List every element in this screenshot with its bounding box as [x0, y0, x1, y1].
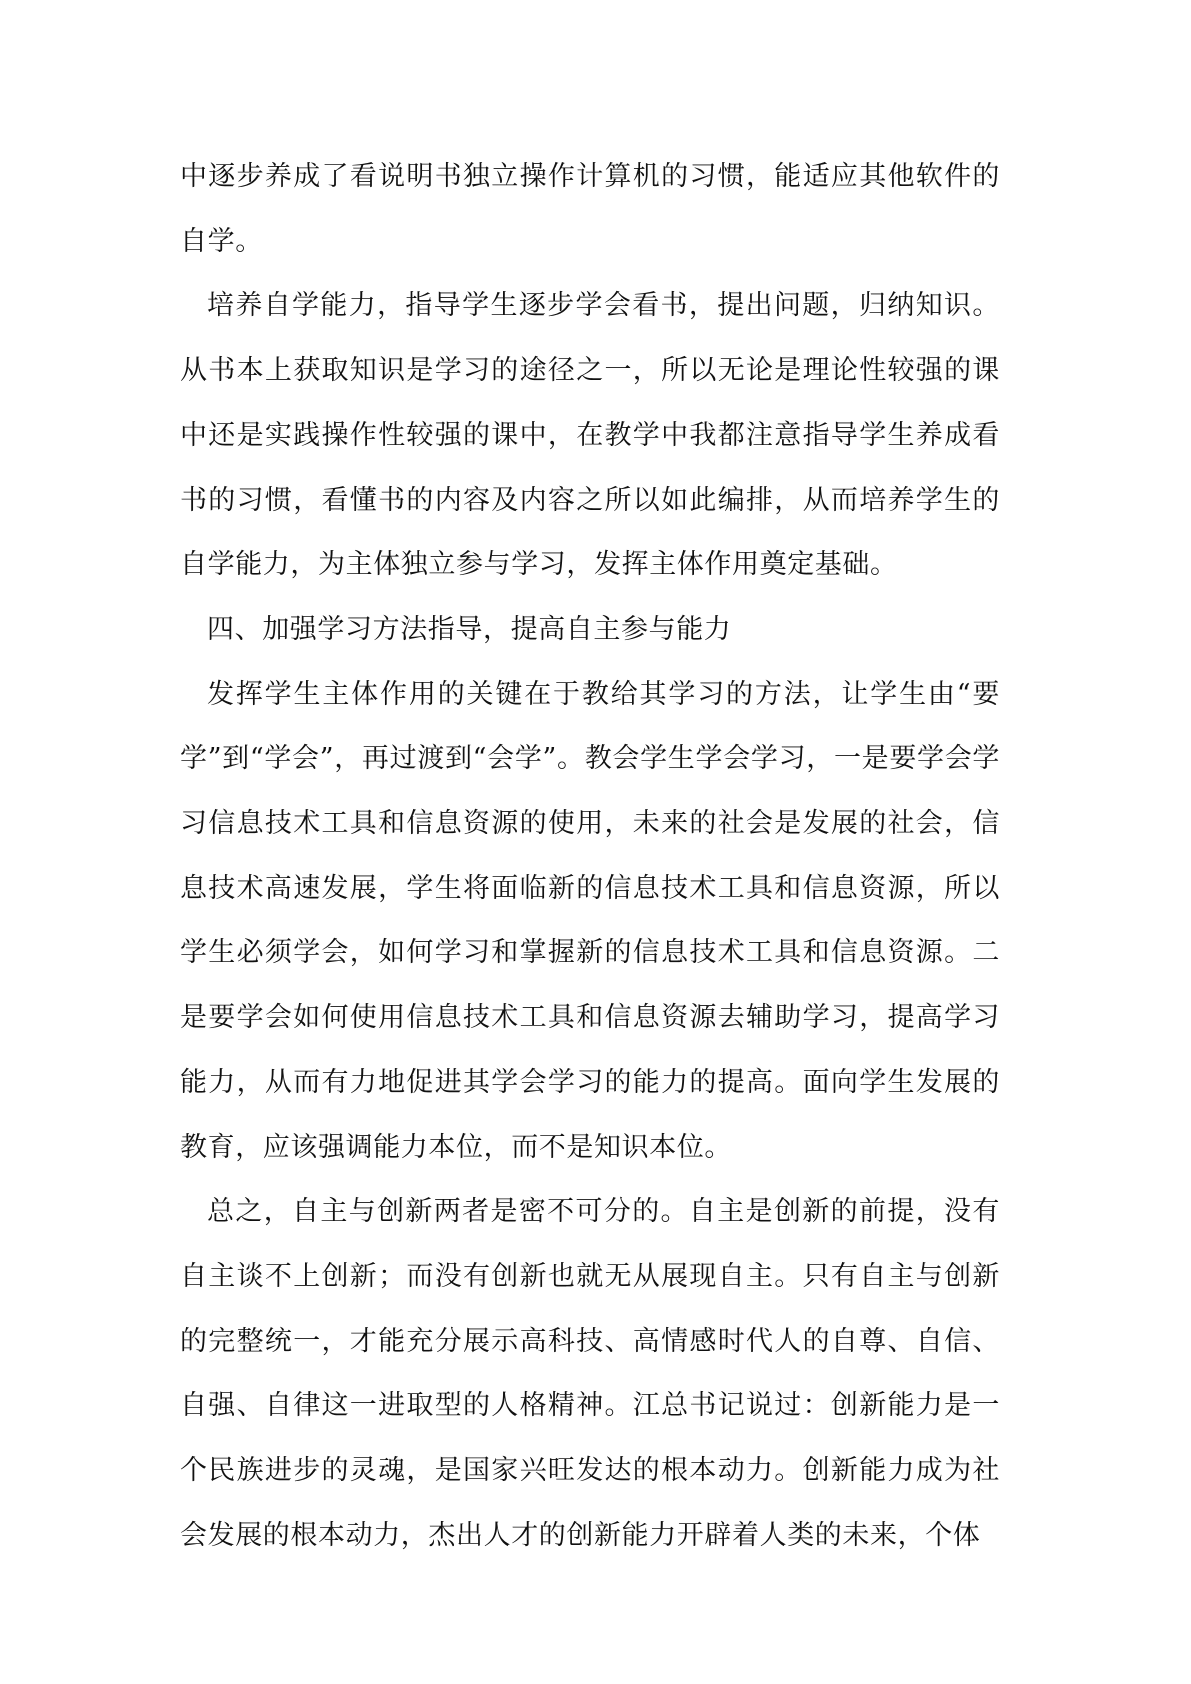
paragraph-learning-methods: 发挥学生主体作用的关键在于教给其学习的方法，让学生由“要学”到“学会”，再过渡到“会学”。教会学生学会学习，一是要学会学习信息技术工具和信息资源的使用，未来的社会是发展的社会，信息技术高速发展，学生将面临新的信息技术工具和信息资源，所以学生必须学会，如何学习和掌握新的信息技术工具和信息资源。二是要学会如何使用信息技术工具和信息资源去辅助学习，提高学习能力，从而有力地促进其学会学习的能力的提高。面向学生发展的教育，应该强调能力本位，而不是知识本位。	[180, 678, 1000, 1163]
paragraph-self-study: 培养自学能力，指导学生逐步学会看书，提出问题，归纳知识。从书本上获取知识是学习的途径之一，所以无论是理论性较强的课中还是实践操作性较强的课中，在教学中我都注意指导学生养成看书的习惯，看懂书的内容及内容之所以如此编排，从而培养学生的自学能力，为主体独立参与学习，发挥主体作用奠定基础。	[180, 290, 1000, 581]
document-body	[180, 145, 1000, 1568]
paragraph-conclusion: 总之，自主与创新两者是密不可分的。自主是创新的前提，没有自主谈不上创新；而没有创新也就无从展现自主。只有自主与创新的完整统一，才能充分展示高科技、高情感时代人的自尊、自信、自强、自律这一进取型的人格精神。江总书记说过：创新能力是一个民族进步的灵魂，是国家兴旺发达的根本动力。创新能力成为社会发展的根本动力，杰出人才的创新能力开辟着人类的未来，个体	[180, 1196, 1000, 1551]
paragraph-continued: 中逐步养成了看说明书独立操作计算机的习惯，能适应其他软件的自学。	[180, 161, 1000, 257]
section-heading: 四、加强学习方法指导，提高自主参与能力	[207, 613, 732, 645]
